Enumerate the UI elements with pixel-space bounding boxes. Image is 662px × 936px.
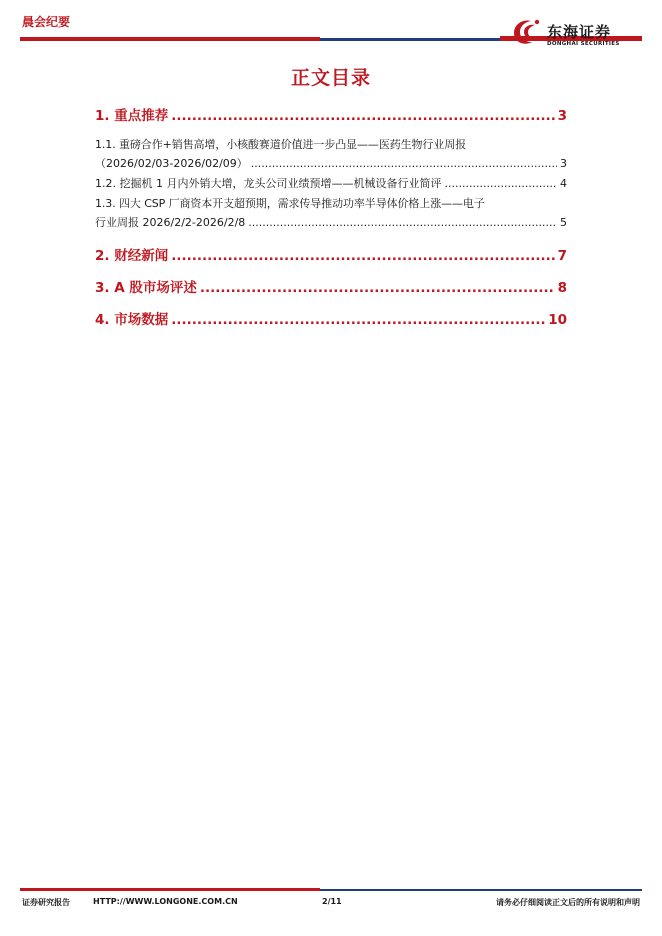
footer-website-link[interactable]: HTTP://WWW.LONGONE.COM.CN bbox=[93, 897, 238, 906]
toc-entry-1-2[interactable] bbox=[95, 175, 567, 191]
toc-entry-number: 1.1. bbox=[95, 138, 116, 151]
toc-entry-number: 1.2. bbox=[95, 177, 116, 190]
toc-leader-dots bbox=[200, 280, 555, 296]
toc-entry-text: 市场数据 bbox=[114, 312, 169, 328]
toc-page-number: 3 bbox=[560, 157, 567, 170]
toc-entry-number: 2. bbox=[95, 248, 110, 264]
toc-page-number: 8 bbox=[557, 280, 567, 296]
toc-entry-text-line2: 行业周报 2026/2/2-2026/2/8 bbox=[95, 216, 246, 229]
toc-entry-3[interactable] bbox=[95, 276, 567, 296]
logo-english-name: DONGHAI SECURITIES bbox=[547, 41, 620, 47]
toc-entry-1-3-cont[interactable] bbox=[95, 214, 567, 230]
toc-entry-text-line1: 重磅合作+销售高增，小核酸赛道价值进一步凸显——医药生物行业周报 bbox=[119, 138, 467, 151]
footer-report-type: 证券研究报告 bbox=[22, 898, 70, 907]
toc-leader-dots bbox=[445, 177, 558, 190]
toc-entry-4[interactable] bbox=[95, 308, 567, 328]
toc-entry-1[interactable] bbox=[95, 104, 567, 124]
footer-rule-blue bbox=[320, 889, 642, 891]
toc-entry-text: 财经新闻 bbox=[114, 248, 169, 264]
footer-disclaimer: 请务必仔细阅读正文后的所有说明和声明 bbox=[496, 898, 640, 907]
report-type-label: 晨会纪要 bbox=[22, 15, 71, 29]
toc-entry-text: A 股市场评述 bbox=[114, 280, 197, 296]
toc-leader-dots bbox=[171, 312, 545, 328]
header-rule-blue bbox=[320, 38, 500, 41]
toc-entry-1-1-cont[interactable] bbox=[95, 155, 567, 171]
toc-page-number: 10 bbox=[548, 312, 567, 328]
toc-page-number: 5 bbox=[560, 216, 567, 229]
company-logo bbox=[510, 17, 645, 47]
toc-entry-number: 1.3. bbox=[95, 197, 116, 210]
donghai-logo-icon bbox=[510, 17, 544, 47]
toc-leader-dots bbox=[171, 248, 554, 264]
toc-entry-number: 3. bbox=[95, 280, 110, 296]
toc-entry-number: 4. bbox=[95, 312, 110, 328]
logo-chinese-name: 东海证券 bbox=[547, 23, 612, 41]
toc-page-number: 4 bbox=[560, 177, 567, 190]
toc-entry-text-line2: （2026/02/03-2026/02/09） bbox=[95, 157, 248, 170]
toc-leader-dots bbox=[251, 157, 557, 170]
toc-title: 正文目录 bbox=[290, 67, 371, 89]
footer-page-number: 2/11 bbox=[322, 897, 342, 906]
toc-leader-dots bbox=[171, 108, 554, 124]
toc-page-number: 3 bbox=[557, 108, 567, 124]
header-rule-red bbox=[20, 37, 320, 41]
toc-entry-1-3[interactable] bbox=[95, 195, 567, 211]
toc-entry-text: 挖掘机 1 月内外销大增，龙头公司业绩预增——机械设备行业简评 bbox=[119, 177, 442, 190]
toc-entry-2[interactable] bbox=[95, 244, 567, 264]
toc-entry-text: 重点推荐 bbox=[114, 108, 169, 124]
toc-leader-dots bbox=[248, 216, 557, 229]
toc-entry-text-line1: 四大 CSP 厂商资本开支超预期，需求传导推动功率半导体价格上涨——电子 bbox=[119, 197, 485, 210]
toc-entry-number: 1. bbox=[95, 108, 110, 124]
footer-rule-red bbox=[20, 888, 320, 891]
toc-page-number: 7 bbox=[557, 248, 567, 264]
toc-entry-1-1[interactable] bbox=[95, 136, 567, 152]
